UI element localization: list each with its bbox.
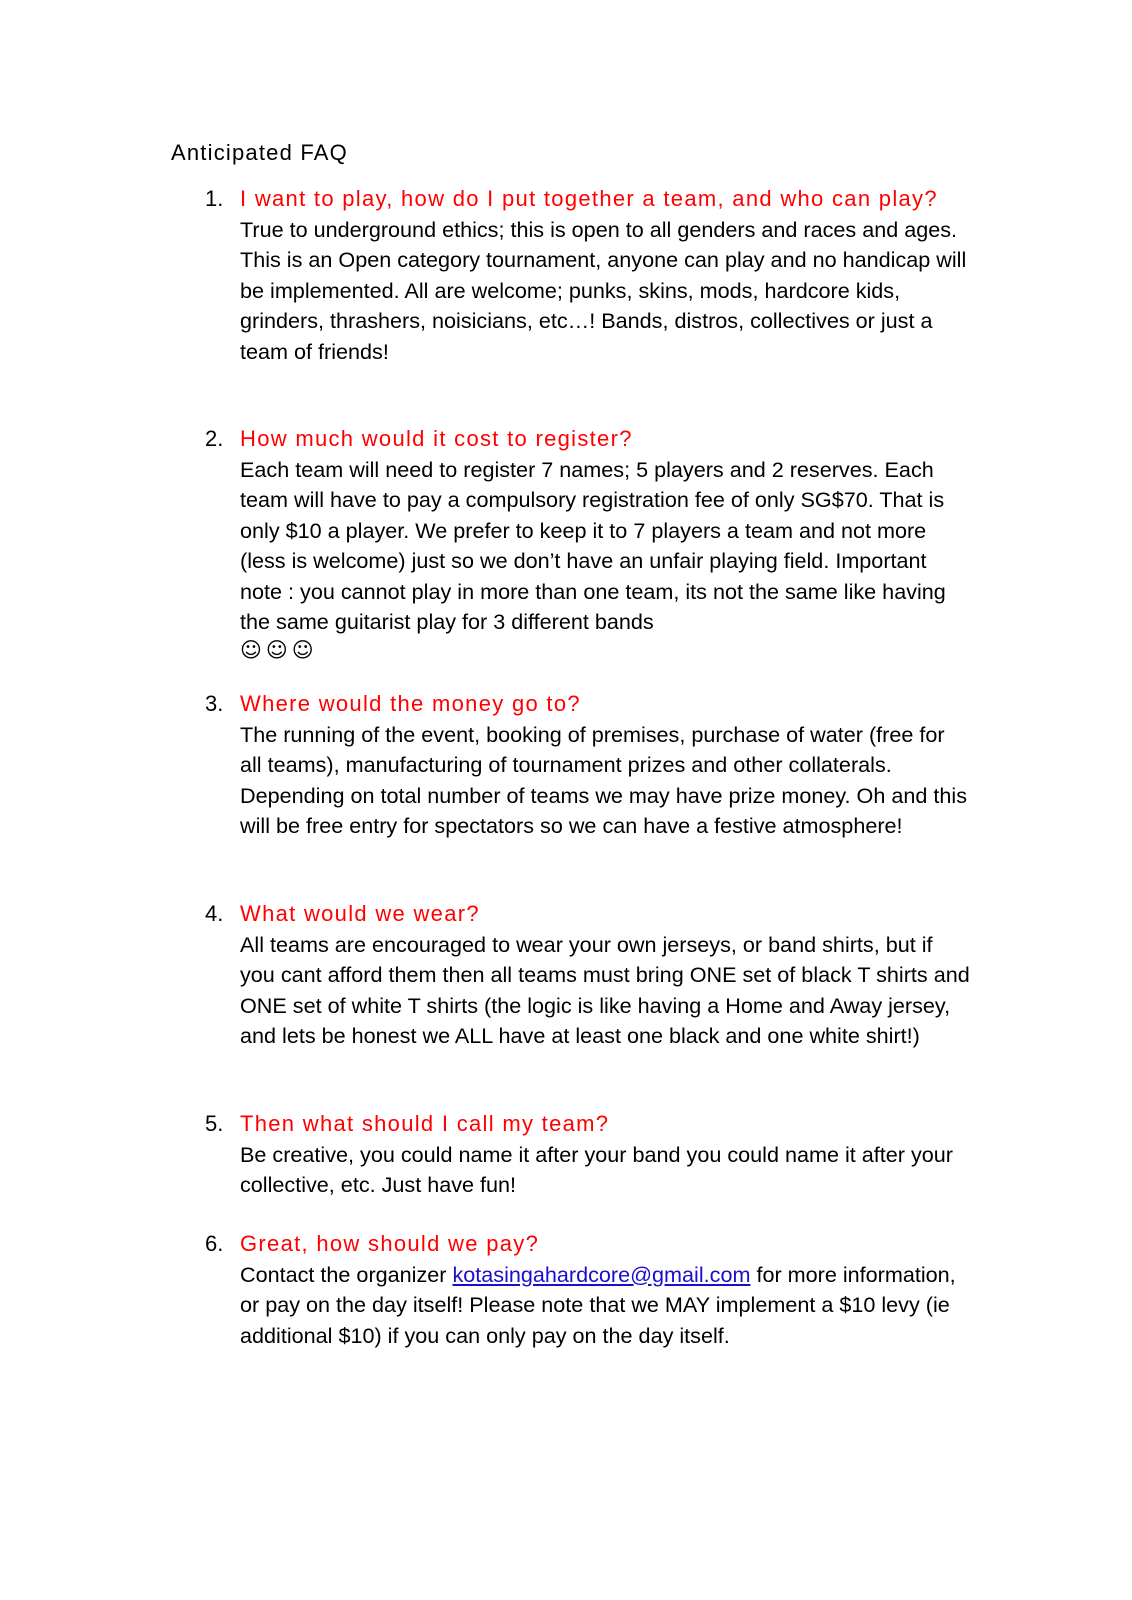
faq-answer-suffix: for more information, or pay on the day itself! Please note that we MAY implement a $10 levy (ie additional $10) if you can only pay on the day itself.	[240, 1261, 956, 1348]
faq-question: Where would the money go to?	[240, 691, 581, 716]
faq-number: 3.	[205, 691, 224, 716]
faq-answer: The running of the event, booking of premises, purchase of water (free for all teams), manufacturing of tournament prizes and other collaterals. Depending on total number of teams we may have prize money. Oh and this will be free entry for spectators so we can have a festive atmosphere!	[240, 721, 967, 838]
faq-body	[240, 1229, 970, 1351]
faq-body	[240, 424, 970, 662]
faq-question: What would we wear?	[240, 901, 480, 926]
faq-number: 1.	[205, 186, 224, 211]
faq-answer-text: Each team will need to register 7 names; 5 players and 2 reserves. Each team will have to pay a compulsory registration fee of only SG$70. That is only $10 a player. We prefer to keep it to 7 players a team and not more (less is welcome) just so we don’t have an unfair playing field. Important note : you cannot play in more than one team, its not the same like having the same guitarist play for 3 different bands	[240, 456, 946, 634]
faq-answer: All teams are encouraged to wear your own jerseys, or band shirts, but if you cant afford them then all teams must bring ONE set of black T shirts and ONE set of white T shirts (the logic is like having a Home and Away jersey, and lets be honest we ALL have at least one black and one white shirt!)	[240, 931, 970, 1048]
faq-body	[240, 184, 970, 367]
faq-body	[240, 689, 970, 842]
faq-answer: Be creative, you could name it after your band you could name it after your collective, etc. Just have fun!	[240, 1141, 953, 1197]
organizer-email-link[interactable]: kotasingahardcore@gmail.com	[452, 1261, 751, 1287]
faq-number: 6.	[205, 1231, 224, 1256]
faq-question: Great, how should we pay?	[240, 1231, 540, 1256]
faq-body	[240, 1109, 970, 1201]
faq-answer	[240, 1260, 970, 1352]
faq-number: 2.	[205, 426, 224, 451]
faq-question: Then what should I call my team?	[240, 1111, 610, 1136]
faq-answer	[240, 455, 970, 662]
faq-body	[240, 899, 970, 1052]
page-title: Anticipated FAQ	[171, 140, 348, 165]
faq-question: How much would it cost to register?	[240, 426, 633, 451]
smiley-icons: ☺☺☺	[240, 637, 318, 662]
faq-answer-prefix: Contact the organizer	[240, 1261, 453, 1287]
faq-question: I want to play, how do I put together a team, and who can play?	[240, 186, 938, 211]
faq-number: 4.	[205, 901, 224, 926]
faq-answer: True to underground ethics; this is open to all genders and races and ages. This is an Open category tournament, anyone can play and no handicap will be implemented. All are welcome; punks, skins, mods, hardcore kids, grinders, thrashers, noisicians, etc…! Bands, distros, collectives or just a team of friends!	[240, 216, 967, 364]
faq-number: 5.	[205, 1111, 224, 1136]
